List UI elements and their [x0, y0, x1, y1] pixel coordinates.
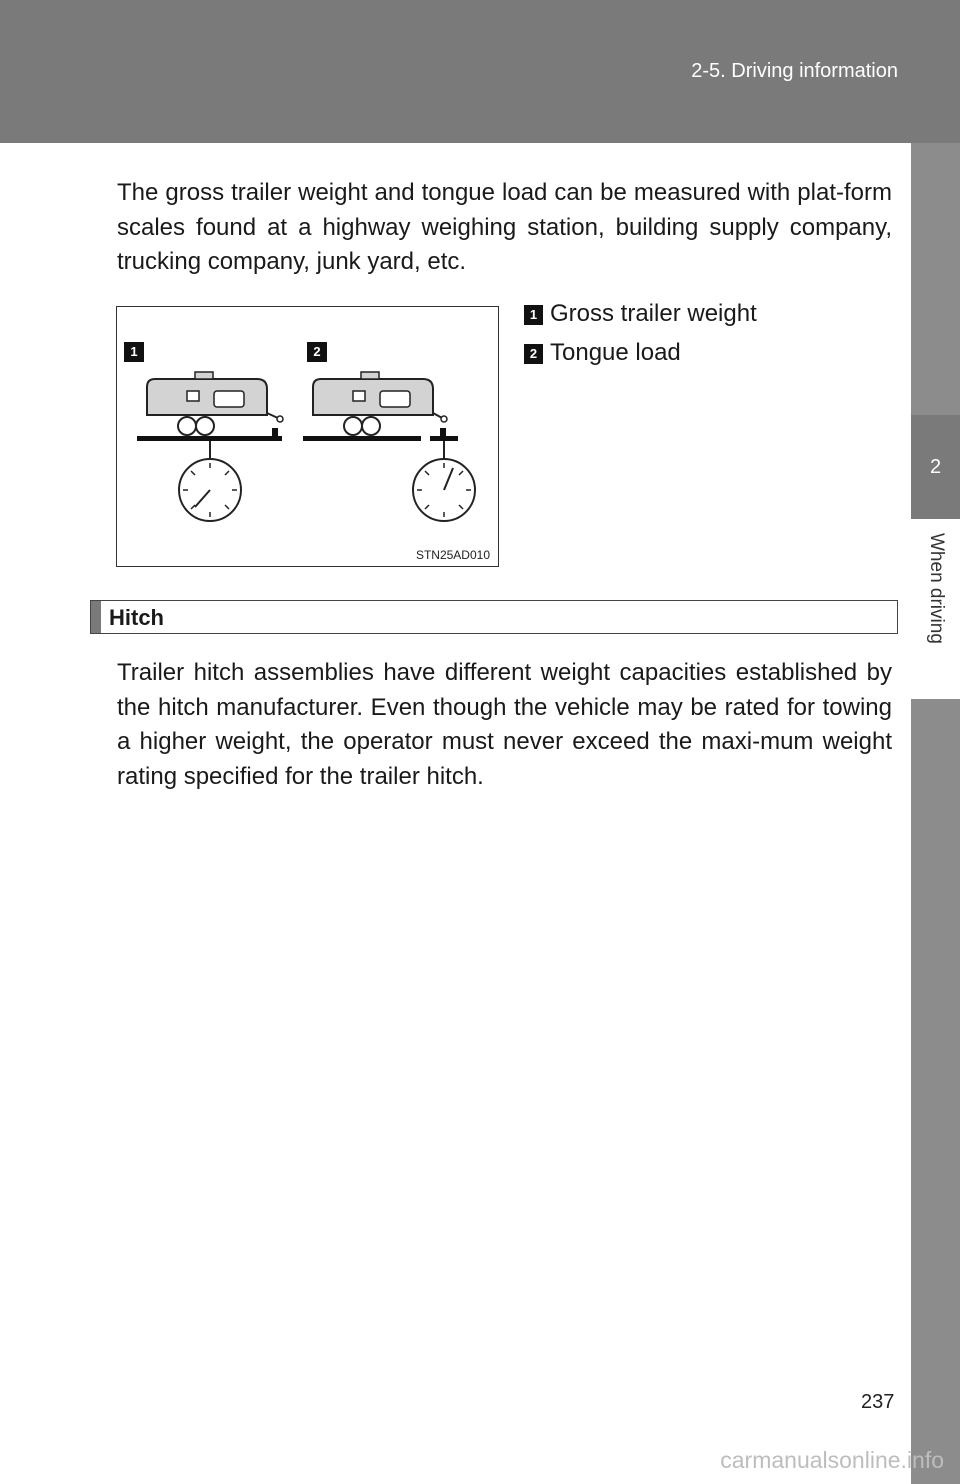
intro-paragraph: The gross trailer weight and tongue load can be measured with plat-form scales found at a highway weighing station, building supply company, trucking company, junk yard, etc. — [117, 179, 892, 275]
page-number: 237 — [861, 1391, 895, 1413]
legend-item-2 — [524, 339, 681, 367]
hitch-paragraph: Trailer hitch assemblies have different weight capacities established by the hitch manufacturer. Even though the vehicle may be rated for towing a higher weight, the operator must never exceed the maxi-mum weight rating specified for the trailer hitch. — [117, 659, 892, 790]
side-tab-top — [911, 143, 960, 415]
subsection-heading — [90, 600, 898, 634]
legend-number-2: 2 — [524, 344, 543, 364]
legend-number-1: 1 — [524, 305, 543, 325]
figure-badge-1: 1 — [124, 342, 144, 362]
header-band — [0, 0, 960, 143]
subsection-title: Hitch — [109, 605, 164, 630]
trailer-weight-figure — [116, 306, 499, 567]
figure-code: STN25AD010 — [415, 548, 490, 562]
section-title: 2-5. Driving information — [691, 60, 898, 82]
legend-label-2: Tongue load — [550, 339, 681, 366]
chapter-label: When driving — [926, 533, 947, 644]
figure-badge-2: 2 — [307, 342, 327, 362]
trailer-1-drawing — [137, 372, 283, 521]
legend-label-1: Gross trailer weight — [550, 300, 757, 327]
side-tab-bottom — [911, 699, 960, 1484]
legend-item-1 — [524, 300, 757, 328]
subsection-heading-bar — [91, 601, 101, 633]
chapter-number-tab: 2 — [911, 415, 960, 519]
watermark: carmanualsonline.info — [720, 1447, 944, 1473]
trailer-2-drawing — [303, 372, 475, 521]
